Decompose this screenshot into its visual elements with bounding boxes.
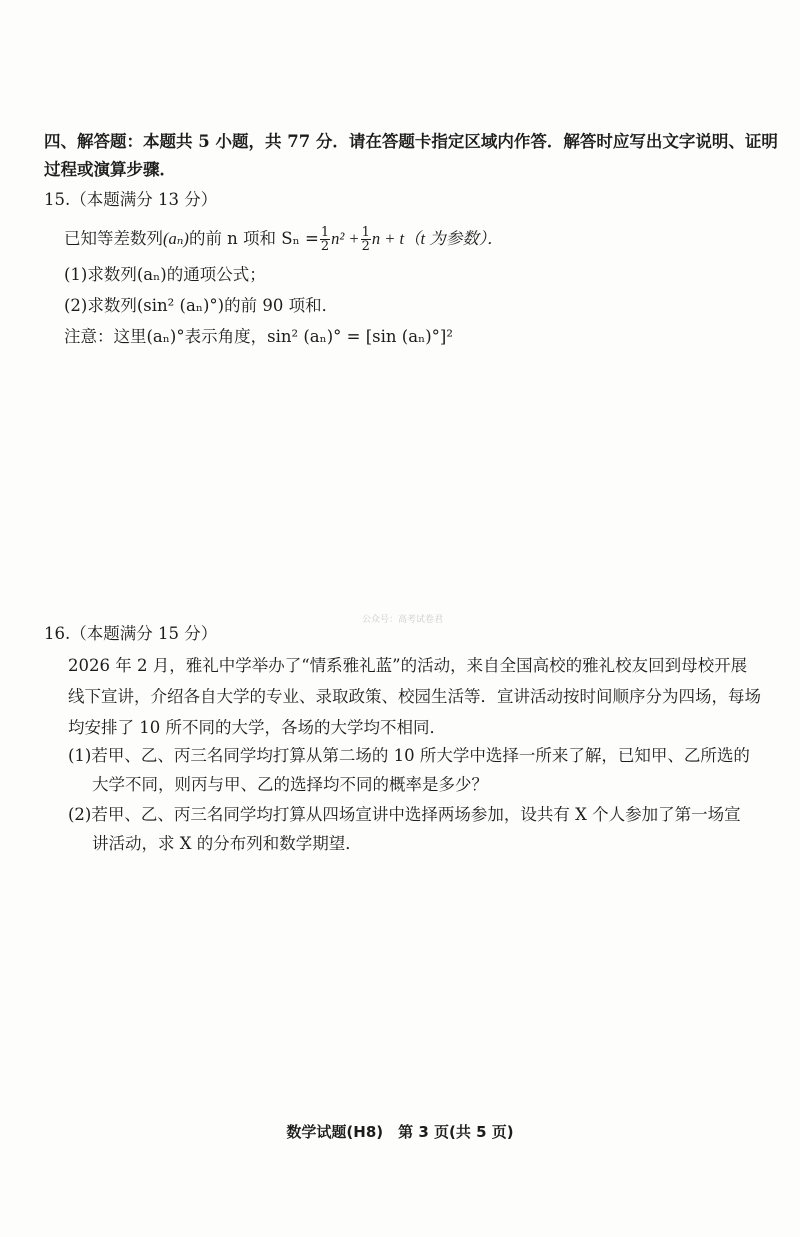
question-16-part-1-line-2: 大学不同，则丙与甲、乙的选择均不同的概率是多少？ (92, 775, 488, 794)
question-15-title: 15.（本题满分 13 分） (44, 190, 218, 209)
question-16-stem-line-2: 线下宣讲，介绍各自大学的专业、录取政策、校园生活等．宣讲活动按时间顺序分为四场，每场 (68, 687, 761, 706)
question-15-part-2: (2)求数列(sin² (aₙ)°)的前 90 项和． (64, 296, 339, 315)
fraction-one-half-1 (320, 226, 330, 253)
stem-prefix: 已知等差数列 (64, 229, 163, 248)
question-16-stem-line-3: 均安排了 10 所不同的大学，各场的大学均不相同． (68, 718, 446, 737)
question-15-part-1: (1)求数列(aₙ)的通项公式； (64, 265, 266, 284)
question-16-title: 16.（本题满分 15 分） (44, 624, 218, 643)
question-16-stem-line-1: 2026 年 2 月，雅礼中学举办了“情系雅礼蓝”的活动，来自全国高校的雅礼校友回到母校开展 (68, 656, 748, 675)
fraction-denominator: 2 (361, 239, 370, 254)
question-15-note: 注意：这里(aₙ)°表示角度，sin² (aₙ)° = [sin (aₙ)°]² (64, 327, 453, 346)
stem-sequence: (aₙ) (163, 229, 189, 248)
fraction-one-half-2 (361, 226, 371, 253)
section-heading-line-1: 四、解答题：本题共 5 小题，共 77 分．请在答题卡指定区域内作答．解答时应写出文字说明、证明 (44, 132, 778, 151)
fraction-denominator: 2 (320, 239, 330, 254)
term-n-squared: n² + (331, 229, 360, 248)
fraction-numerator: 1 (361, 225, 370, 240)
question-16-part-2-line-1: (2)若甲、乙、丙三名同学均打算从四场宣讲中选择两场参加，设共有 X 个人参加了第一场宣 (68, 805, 741, 824)
question-16-part-1-line-1: (1)若甲、乙、丙三名同学均打算从第二场的 10 所大学中选择一所来了解，已知甲、乙所选的 (68, 746, 750, 765)
fraction-numerator: 1 (320, 225, 330, 240)
question-16-part-2-line-2: 讲活动，求 X 的分布列和数学期望． (92, 834, 362, 853)
term-n-plus-t: n + t（t 为参数）． (371, 229, 504, 248)
question-15-stem (64, 226, 504, 253)
watermark: 公众号：高考试卷君 (362, 615, 444, 625)
page-footer: 数学试题(H8) 第 3 页(共 5 页) (286, 1123, 514, 1141)
section-heading-line-2: 过程或演算步骤． (44, 160, 176, 179)
stem-middle: 的前 n 项和 Sₙ = (188, 229, 319, 248)
